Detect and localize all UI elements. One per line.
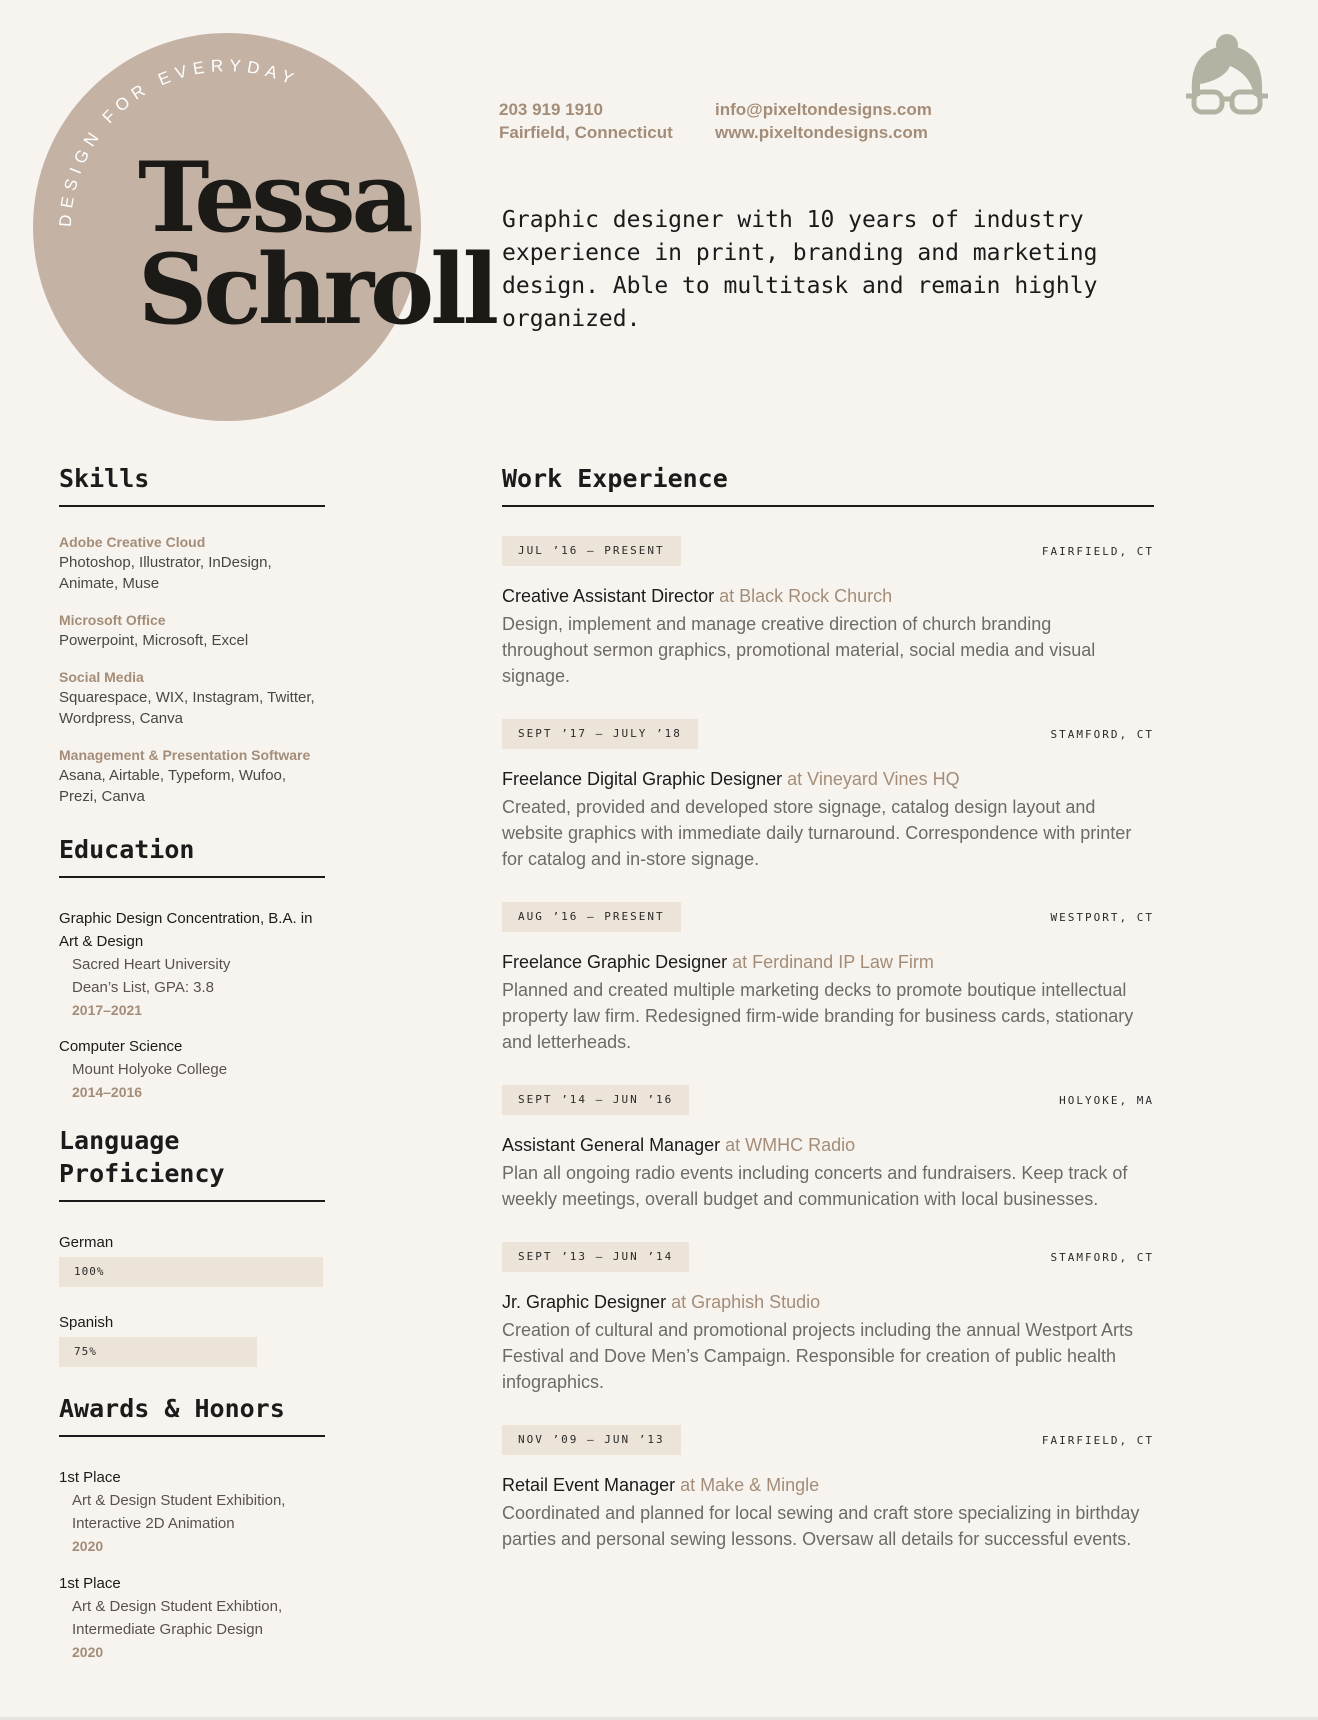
skill-category: Adobe Creative Cloud (59, 534, 206, 550)
job-header (502, 719, 1154, 749)
education-item (59, 1035, 325, 1104)
award-item (59, 1572, 325, 1664)
skills-list (59, 507, 325, 807)
first-name: Tessa (138, 141, 410, 254)
job-dates: AUG ’16 – PRESENT (502, 902, 681, 932)
job-desc: Design, implement and manage creative direction of church branding throughout sermon graphics, promotional material, social media and visual signage. (502, 614, 1096, 686)
skill-group (59, 532, 325, 594)
work-title: Work Experience (502, 462, 1154, 507)
last-name: Schroll (138, 233, 496, 346)
job-org: at Make & Mingle (680, 1475, 820, 1495)
award-place: 1st Place (59, 1575, 121, 1592)
proficiency-bar (59, 1337, 323, 1367)
job-desc: Creation of cultural and promotional projects including the annual Westport Arts Festival and Dove Men’s Campaign. Responsible for creation of public health infographics. (502, 1320, 1134, 1392)
job-location: WESTPORT, CT (1050, 910, 1154, 924)
award-year: 2020 (72, 1644, 104, 1660)
phone: 203 919 1910 (499, 100, 603, 119)
job-title (502, 1290, 1154, 1314)
job-header (502, 1242, 1154, 1272)
woman-with-glasses-icon (1182, 30, 1272, 120)
name-block (138, 141, 496, 346)
education-years: 2014–2016 (72, 1084, 143, 1100)
awards-title: Awards & Honors (59, 1392, 325, 1437)
job-location: STAMFORD, CT (1050, 727, 1154, 741)
website-link[interactable]: www.pixeltondesigns.com (715, 123, 928, 142)
school: Mount Holyoke College (72, 1061, 228, 1078)
language-item (59, 1312, 325, 1367)
job-item (502, 536, 1154, 689)
contact-phone-location (499, 98, 673, 144)
skill-category: Microsoft Office (59, 612, 166, 628)
award-year: 2020 (72, 1538, 104, 1554)
intro-summary: Graphic designer with 10 years of industry experience in print, branding and marketing design. Able to multitask and remain highly organized. (502, 207, 1098, 332)
job-desc: Planned and created multiple marketing decks to promote boutique intellectual property law firm. Redesigned firm-wide branding for business cards, stationary and letterheads. (502, 980, 1134, 1052)
left-column (59, 462, 325, 1678)
job-title (502, 767, 1154, 791)
job-desc: Plan all ongoing radio events including concerts and fundraisers. Keep track of weekly meetings, overall budget and communication with local businesses. (502, 1163, 1128, 1209)
skill-group (59, 610, 325, 651)
job-location: FAIRFIELD, CT (1041, 1433, 1154, 1447)
job-desc: Coordinated and planned for local sewing and craft store specializing in birthday parties and personal sewing lessons. Oversaw all details for successful events. (502, 1503, 1140, 1549)
award-desc: Art & Design Student Exhibtion, Intermediate Graphic Design (72, 1598, 283, 1638)
job-location: HOLYOKE, MA (1059, 1093, 1154, 1107)
job-list (502, 507, 1154, 1552)
education-item (59, 907, 325, 1022)
job-dates: SEPT ’13 – JUN ’14 (502, 1242, 689, 1272)
job-dates: JUL ’16 – PRESENT (502, 536, 681, 566)
skill-tools: Squarespace, WIX, Instagram, Twitter, Wordpress, Canva (59, 689, 315, 727)
skill-category: Management & Presentation Software (59, 747, 311, 763)
job-item (502, 1085, 1154, 1212)
job-item (502, 902, 1154, 1055)
job-header (502, 1425, 1154, 1455)
education-note: Dean’s List, GPA: 3.8 (72, 979, 215, 996)
email-link[interactable]: info@pixeltondesigns.com (715, 100, 932, 119)
degree: Computer Science (59, 1038, 183, 1055)
proficiency-fill: 100% (59, 1257, 323, 1287)
education-years: 2017–2021 (72, 1002, 143, 1018)
job-title (502, 584, 1154, 608)
skill-tools: Asana, Airtable, Typeform, Wufoo, Prezi, Canva (59, 767, 287, 805)
job-role: Retail Event Manager (502, 1475, 676, 1495)
skill-tools: Photoshop, Illustrator, InDesign, Animate, Muse (59, 554, 272, 592)
skill-tools: Powerpoint, Microsoft, Excel (59, 632, 249, 649)
job-org: at Vineyard Vines HQ (787, 769, 960, 789)
job-dates: SEPT ’17 – JULY ’18 (502, 719, 698, 749)
job-dates: SEPT ’14 – JUN ’16 (502, 1085, 689, 1115)
language-title: Language Proficiency (59, 1124, 325, 1202)
job-title (502, 1133, 1154, 1157)
job-role: Freelance Graphic Designer (502, 952, 728, 972)
language-name: Spanish (59, 1314, 114, 1331)
job-item (502, 1425, 1154, 1552)
job-role: Jr. Graphic Designer (502, 1292, 667, 1312)
education-title: Education (59, 833, 325, 878)
skill-category: Social Media (59, 669, 144, 685)
job-location: STAMFORD, CT (1050, 1250, 1154, 1264)
job-org: at WMHC Radio (725, 1135, 856, 1155)
job-title (502, 950, 1154, 974)
job-header (502, 902, 1154, 932)
job-org: at Graphish Studio (671, 1292, 821, 1312)
tagline-textpath: DESIGN FOR EVERYDAY (55, 56, 302, 228)
proficiency-bar (59, 1257, 323, 1287)
skills-title: Skills (59, 462, 325, 507)
location: Fairfield, Connecticut (499, 123, 673, 142)
education-list (59, 878, 325, 1104)
skill-group (59, 667, 325, 729)
job-dates: NOV ’09 – JUN ’13 (502, 1425, 681, 1455)
job-location: FAIRFIELD, CT (1041, 544, 1154, 558)
skill-group (59, 745, 325, 807)
award-desc: Art & Design Student Exhibition, Interactive 2D Animation (72, 1492, 286, 1532)
language-list (59, 1202, 325, 1367)
job-role: Creative Assistant Director (502, 586, 715, 606)
school: Sacred Heart University (72, 956, 231, 973)
job-role: Assistant General Manager (502, 1135, 721, 1155)
job-header (502, 536, 1154, 566)
job-desc: Created, provided and developed store signage, catalog design layout and website graphics with immediate daily turnaround. Correspondence with printer for catalog and in-store signage. (502, 797, 1132, 869)
job-title (502, 1473, 1154, 1497)
job-org: at Black Rock Church (719, 586, 893, 606)
award-item (59, 1466, 325, 1558)
award-place: 1st Place (59, 1469, 121, 1486)
language-item (59, 1232, 325, 1287)
contact-email-web (715, 98, 932, 144)
job-item (502, 719, 1154, 872)
proficiency-fill: 75% (59, 1337, 257, 1367)
language-name: German (59, 1234, 114, 1251)
awards-list (59, 1437, 325, 1664)
job-role: Freelance Digital Graphic Designer (502, 769, 783, 789)
right-column (502, 462, 1154, 1582)
degree: Graphic Design Concentration, B.A. in Art & Design (59, 910, 313, 950)
job-item (502, 1242, 1154, 1395)
job-org: at Ferdinand IP Law Firm (732, 952, 934, 972)
job-header (502, 1085, 1154, 1115)
